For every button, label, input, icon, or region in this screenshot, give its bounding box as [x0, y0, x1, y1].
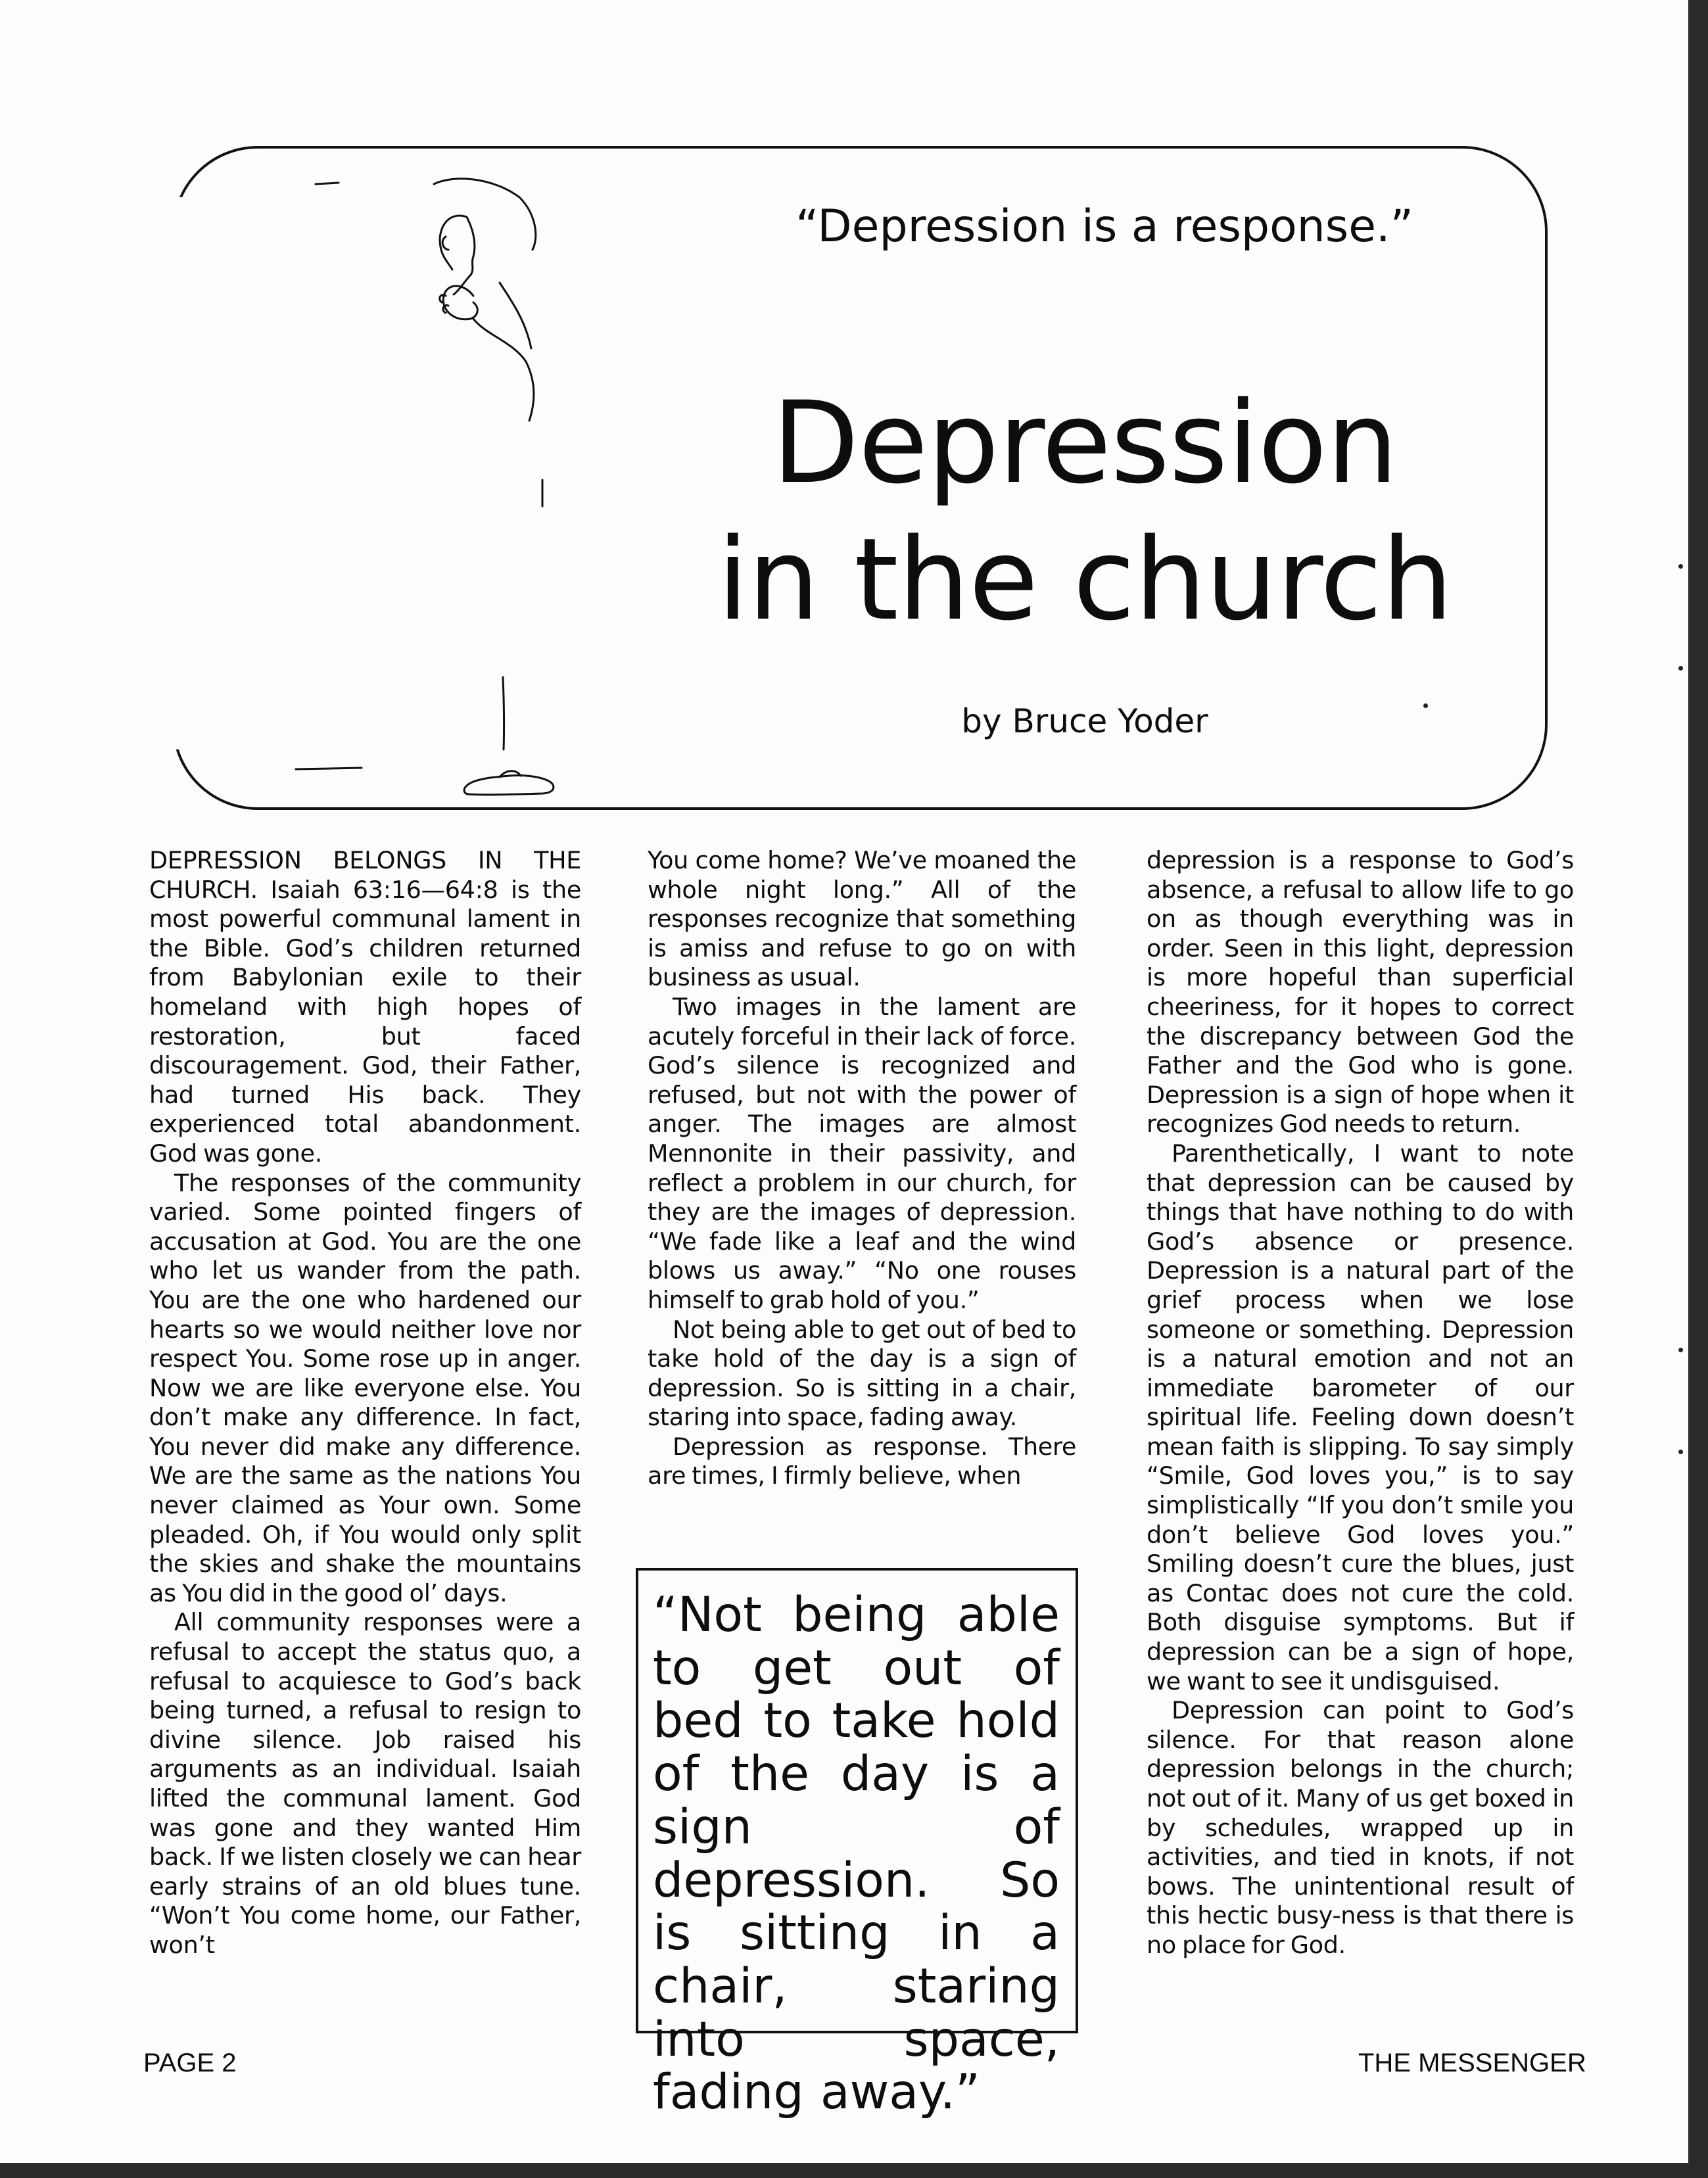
paragraph: The responses of the community varied. Some pointed fingers of accusation at God. You are the one who let us wander from the path. You are the one who hardened our hearts so we would neither love nor respect You. Some rose up in anger. Now we are like everyone else. You don’t make any difference. In fact, You never did make any difference. We are the same as the nations You never claimed as Your own. Some pleaded. Oh, if You would only split the skies and shake the mountains as You did in the good ol’ days. [149, 1168, 581, 1607]
page-number: PAGE 2 [143, 2048, 237, 2077]
paragraph: Depression can point to God’s silence. For that reason alone depression belongs in the church; not out of it. Many of us get boxed in by schedules, wrapped up in activities, and tied in knots, if not bows. The unintentional result of this hectic busy-ness is that there is no place for God. [1147, 1696, 1574, 1959]
figure-ear [442, 237, 448, 250]
figure-shoulder [500, 283, 531, 348]
stray-mark [1423, 703, 1428, 708]
paragraph: Depression as response. There are times, I firmly believe, when [648, 1432, 1076, 1490]
stray-mark [1678, 666, 1683, 671]
header-frame-gap [164, 197, 184, 749]
paragraph: DEPRESSION BELONGS IN THE CHURCH. Isaiah 63:16—64:8 is the most powerful communal lament in the Bible. God’s children returned from Babylonian exile to their homeland with high hopes of restoration, but faced discouragement. God, their Father, had turned His back. They experienced total abandonment. God was gone. [149, 846, 581, 1168]
figure-arm [473, 319, 534, 421]
figure-shoe [464, 776, 554, 795]
stray-mark [1678, 1450, 1683, 1454]
article-column-3 [1147, 846, 1574, 1960]
figure-hair [434, 179, 536, 250]
figure-hand [443, 286, 477, 320]
paragraph: Two images in the lament are acutely forceful in their lack of force. God’s silence is recognized and refused, but not with the power of anger. The images are almost Mennonite in their passivity, and reflect a problem in our church, for they are the images of depression. “We fade like a leaf and the wind blows us away.” “No one rouses himself to grab hold of you.” [648, 992, 1076, 1314]
floor-dash-left [296, 768, 362, 769]
article-title [657, 375, 1512, 648]
scan-edge-bottom [0, 2163, 1708, 2178]
title-line-1: Depression [772, 377, 1398, 509]
figure-face [454, 217, 475, 295]
figure-head-back [440, 216, 467, 270]
byline: by Bruce Yoder [961, 702, 1208, 740]
paragraph: You come home? We’ve moaned the whole night long.” All of the responses recognize that something is amiss and refuse to go on with business as usual. [648, 846, 1076, 992]
figure-illustration [276, 164, 565, 809]
scan-edge-right [1688, 0, 1708, 2178]
article-column-2 [648, 846, 1076, 1491]
figure-leg [503, 677, 504, 749]
pull-quote-heading: “Depression is a response.” [795, 201, 1413, 252]
publication-name: THE MESSENGER [1358, 2048, 1586, 2077]
paragraph: depression is a response to God’s absence, a refusal to allow life to go on as though everything was in order. Seen in this light, depression is more hopeful than superficial cheeriness, for it hopes to correct the discrepancy between God the Father and the God who is gone. Depression is a sign of hope when it recognizes God needs to return. [1147, 846, 1574, 1139]
paragraph: Parenthetically, I want to note that depression can be caused by things that have nothing to do with God’s absence or presence. Depression is a natural part of the grief process when we lose someone or something. Depression is a natural emotion and not an immediate barometer of our spiritual life. Feeling down doesn’t mean faith is slipping. To say simply “Smile, God loves you,” is to say simplistically “If you don’t smile you don’t believe God loves you.” Smiling doesn’t cure the blues, just as Contac does not cure the cold. Both disguise symptoms. But if depression can be a sign of hope, we want to see it undisguised. [1147, 1139, 1574, 1695]
sidebar-pull-quote: “Not being able to get out of bed to take hold of the day is a sign of depression. So is sitting in a chair, staring into space, fading away.” [636, 1568, 1078, 2033]
title-line-2: in the church [717, 513, 1453, 646]
stray-mark [1678, 1348, 1683, 1352]
floor-dash-top [316, 183, 339, 184]
paragraph: Not being able to get out of bed to take hold of the day is a sign of depression. So is sitting in a chair, staring into space, fading away. [648, 1315, 1076, 1432]
article-column-1 [149, 846, 581, 1960]
paragraph: All community responses were a refusal to accept the status quo, a refusal to acquiesce to God’s back being turned, a refusal to resign to divine silence. Job raised his arguments as an individual. Isaiah lifted the communal lament. God was gone and they wanted Him back. If we listen closely we can hear early strains of an old blues tune. “Won’t You come home, our Father, won’t [149, 1608, 581, 1959]
stray-mark [1678, 564, 1683, 569]
